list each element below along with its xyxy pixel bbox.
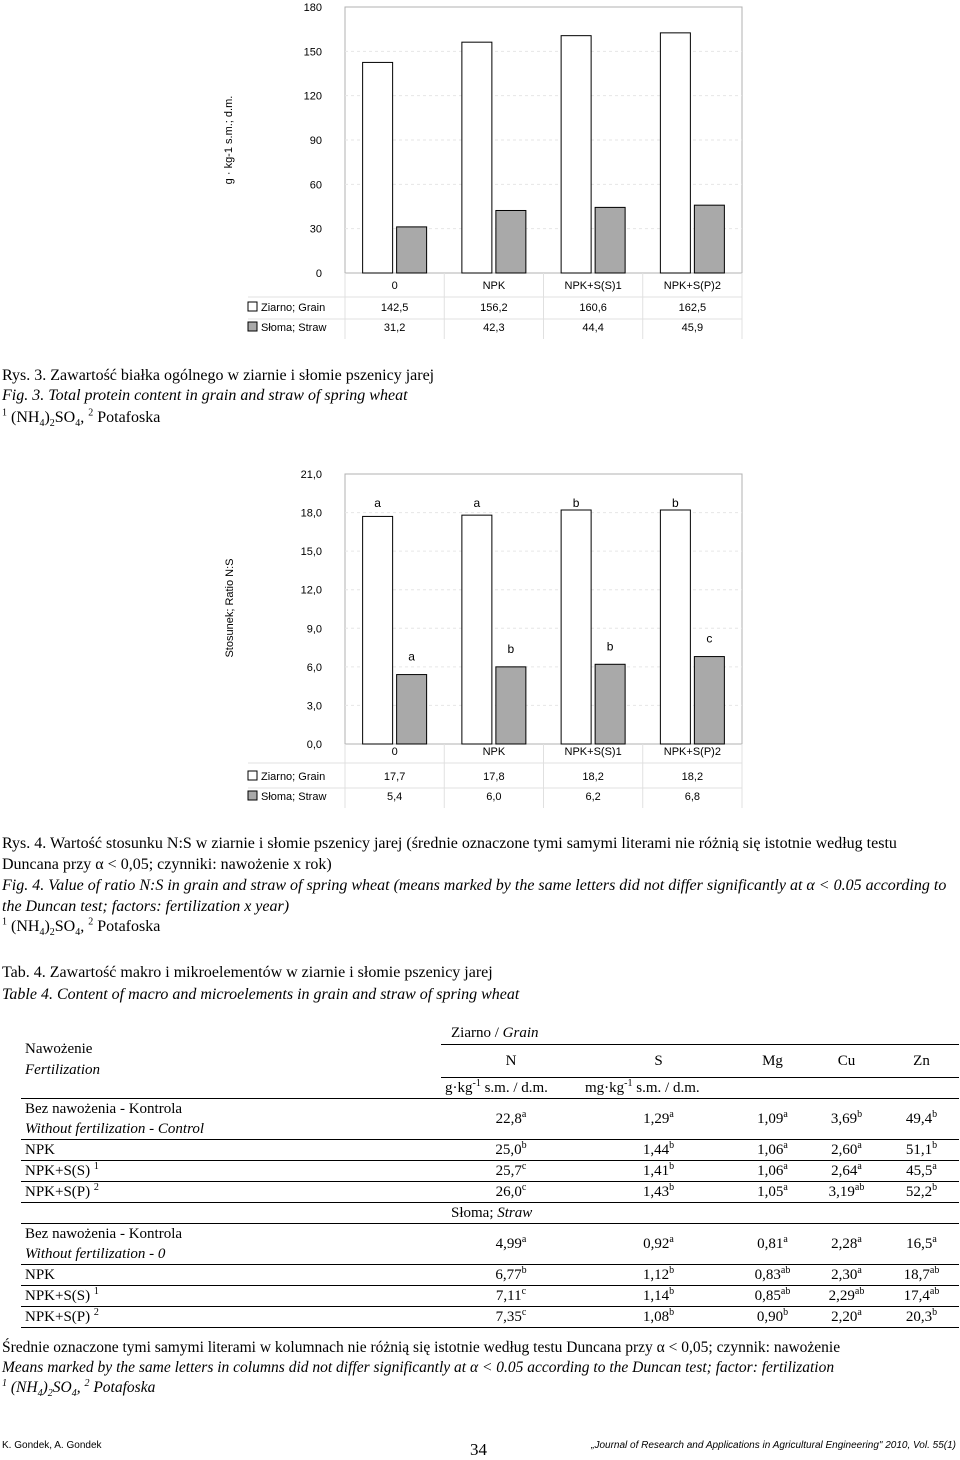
data-table-value: 18,2: [681, 771, 704, 783]
data-table-value: 6,8: [684, 791, 701, 803]
y-tick-label: 30: [309, 223, 322, 236]
y-tick-label: 60: [309, 179, 322, 192]
table-cell: 1,12$^b$: [581, 1265, 736, 1286]
table-cell: 16,5$^a$: [884, 1224, 959, 1265]
table-cell: 2,29$^{ab}$: [809, 1286, 884, 1307]
significance-letter: a: [408, 649, 415, 664]
row-label: Bez nawożenia - Kontrola Without fertilization - 0: [21, 1224, 441, 1265]
header-col-n: N: [441, 1045, 581, 1078]
bar-straw: [397, 675, 427, 744]
table-section-row: [21, 1203, 959, 1224]
y-axis-label: Stosunek; Ratio N:S: [224, 558, 236, 658]
category-label: NPK+S(P)2: [663, 280, 721, 292]
table-4-caption-pl: Tab. 4. Zawartość makro i mikroelementów w ziarnie i słomie pszenicy jarej: [2, 964, 493, 981]
table-cell: 1,41$^b$: [581, 1161, 736, 1182]
table-cell: 2,28$^a$: [809, 1224, 884, 1265]
table-cell: 7,11$^c$: [441, 1286, 581, 1307]
bar-grain: [363, 62, 393, 273]
data-table-value: 160,6: [579, 302, 607, 314]
bar-grain: [363, 516, 393, 744]
table-cell: 0,83$^{ab}$: [736, 1265, 809, 1286]
table-cell: 2,60$^a$: [809, 1140, 884, 1161]
y-tick-label: 0,0: [306, 739, 322, 751]
table-row: [21, 1161, 959, 1182]
header-col-cu: Cu: [809, 1045, 884, 1078]
table-cell: 6,77$^b$: [441, 1265, 581, 1286]
bar-grain: [561, 510, 591, 744]
y-tick-label: 12,0: [300, 584, 322, 597]
table-cell: 2,64$^a$: [809, 1161, 884, 1182]
bar-grain: [462, 42, 492, 273]
data-table-value: 162,5: [678, 302, 707, 314]
table-4-footnote-en: Means marked by the same letters in columns did not differ significantly at α < 0.05 according to the Duncan test; factor: fertilization: [2, 1359, 835, 1376]
y-tick-label: 180: [303, 2, 322, 14]
legend-key-grain: [248, 302, 257, 311]
table-4: [21, 1022, 959, 1328]
table-cell: 3,19$^{ab}$: [809, 1182, 884, 1203]
category-label: NPK: [482, 280, 506, 292]
bar-grain: [660, 510, 690, 744]
bar-straw: [595, 664, 625, 744]
legend-label: Ziarno; Grain: [261, 771, 326, 783]
row-label: NPK: [21, 1265, 441, 1286]
figure-4-caption-en: Fig. 4. Value of ratio N:S in grain and straw of spring wheat (means marked by the same letters did not differ significantly at α < 0.05 according to the Duncan test; factors: fertilization x year): [2, 877, 947, 915]
figure-3-note: $^1$ $(NH_4)_2SO_4$, $^2$ Potafoska: [2, 407, 161, 430]
bar-straw: [694, 657, 724, 744]
legend-label: Słoma; Straw: [261, 322, 327, 334]
bar-grain: [561, 36, 591, 273]
table-4-caption: [2, 962, 952, 1006]
significance-letter: a: [374, 496, 381, 510]
y-tick-label: 21,0: [300, 469, 322, 481]
table-header-row: [21, 1022, 959, 1045]
table-cell: 1,05$^a$: [736, 1182, 809, 1203]
unit-g: $g\cdot kg^{-1}$ s.m. / d.m.: [441, 1078, 581, 1099]
table-cell: 25,7$^c$: [441, 1161, 581, 1182]
y-tick-label: 90: [309, 135, 322, 147]
y-tick-label: 0: [315, 268, 322, 280]
table-row: [21, 1224, 959, 1265]
table-cell: 22,8$^a$: [441, 1099, 581, 1140]
data-table-value: 31,2: [383, 322, 406, 334]
table-row: [21, 1099, 959, 1140]
row-label: NPK+S(P) $^2$: [21, 1307, 441, 1328]
table-cell: 0,92$^a$: [581, 1224, 736, 1265]
bar-straw: [694, 205, 724, 273]
row-label: NPK+S(S) $^1$: [21, 1161, 441, 1182]
table-4-footnote: [2, 1338, 957, 1398]
legend-key-straw: [248, 322, 257, 331]
y-tick-label: 3,0: [306, 700, 322, 713]
category-label: NPK+S(S)1: [564, 280, 622, 292]
table-cell: 1,06$^a$: [736, 1161, 809, 1182]
y-tick-label: 18,0: [300, 507, 322, 520]
row-label: NPK+S(S) $^1$: [21, 1286, 441, 1307]
data-table-value: 6,2: [585, 791, 601, 803]
table-row: [21, 1140, 959, 1161]
data-table-value: 18,2: [582, 771, 604, 783]
header-fertilization: Nawożenie Fertilization: [21, 1022, 441, 1099]
table-cell: 52,2$^b$: [884, 1182, 959, 1203]
table-cell: 4,99$^a$: [441, 1224, 581, 1265]
footer-authors: K. Gondek, A. Gondek: [2, 1440, 102, 1451]
table-cell: 25,0$^b$: [441, 1140, 581, 1161]
y-tick-label: 15,0: [300, 546, 322, 559]
table-row: [21, 1307, 959, 1328]
header-grain: Ziarno / Grain: [441, 1022, 959, 1045]
significance-letter: c: [706, 631, 713, 646]
y-tick-label: 6,0: [306, 661, 322, 674]
data-table-value: 142,5: [380, 302, 409, 314]
header-col-mg: Mg: [736, 1045, 809, 1078]
footer-journal: „Journal of Research and Applications in Agricultural Engineering" 2010, Vol. 55(1): [591, 1440, 956, 1451]
significance-letter: b: [672, 496, 679, 510]
bar-straw: [496, 210, 526, 273]
table-4-footnote-pl: Średnie oznaczone tymi samymi literami w kolumnach nie różnią się istotnie według testu Duncana przy α < 0,05; czynnik: nawożenie: [2, 1339, 841, 1356]
figure-3-chart: [0, 0, 960, 345]
category-label: NPK: [482, 746, 506, 758]
bar-straw: [397, 227, 427, 273]
table-cell: 1,29$^a$: [581, 1099, 736, 1140]
table-row: [21, 1265, 959, 1286]
significance-letter: b: [606, 639, 614, 654]
table-cell: 1,44$^b$: [581, 1140, 736, 1161]
data-table-value: 44,4: [582, 322, 604, 334]
data-table-value: 5,4: [386, 791, 403, 803]
table-cell: 20,3$^b$: [884, 1307, 959, 1328]
row-label: NPK: [21, 1140, 441, 1161]
row-label: Bez nawożenia - Kontrola Without fertilization - Control: [21, 1099, 441, 1140]
significance-letter: b: [507, 641, 515, 656]
header-col-zn: Zn: [884, 1045, 959, 1078]
page-number: 34: [470, 1440, 487, 1459]
table-cell: 2,30$^a$: [809, 1265, 884, 1286]
data-table-value: 156,2: [480, 302, 508, 314]
data-table-value: 17,7: [383, 771, 406, 783]
category-label: NPK+S(S)1: [564, 746, 622, 758]
legend-label: Ziarno; Grain: [261, 302, 326, 314]
data-table-value: 17,8: [483, 771, 505, 783]
table-cell: 1,14$^b$: [581, 1286, 736, 1307]
bar-grain: [462, 515, 492, 744]
figure-3-caption: [2, 366, 952, 428]
legend-label: Słoma; Straw: [261, 791, 327, 803]
figure-4-caption: [2, 833, 952, 937]
table-cell: 3,69$^b$: [809, 1099, 884, 1140]
header-col-s: S: [581, 1045, 736, 1078]
y-tick-label: 150: [303, 46, 322, 59]
table-row: [21, 1182, 959, 1203]
table-cell: 1,08$^b$: [581, 1307, 736, 1328]
y-tick-label: 9,0: [306, 623, 322, 636]
table-4-footnote-note: $^1$ $(NH_4)_2SO_4$, $^2$ Potafoska: [2, 1377, 156, 1400]
y-axis-label: g · kg-1 s.m.; d.m.: [223, 95, 235, 185]
data-table-value: 45,9: [681, 322, 704, 334]
table-4-caption-en: Table 4. Content of macro and microelements in grain and straw of spring wheat: [2, 986, 520, 1003]
table-cell: 45,5$^a$: [884, 1161, 959, 1182]
legend-key-straw: [248, 791, 257, 800]
figure-4-note: $^1$ $(NH_4)_2SO_4$, $^2$ Potafoska: [2, 916, 161, 939]
significance-letter: a: [473, 496, 481, 510]
figure-3-caption-pl: Rys. 3. Zawartość białka ogólnego w ziarnie i słomie pszenicy jarej: [2, 367, 435, 384]
table-cell: 0,85$^{ab}$: [736, 1286, 809, 1307]
table-cell: 0,90$^b$: [736, 1307, 809, 1328]
table-cell: 26,0$^c$: [441, 1182, 581, 1203]
figure-3-caption-en: Fig. 3. Total protein content in grain and straw of spring wheat: [2, 387, 408, 404]
table-cell: 18,7$^{ab}$: [884, 1265, 959, 1286]
legend-key-grain: [248, 771, 257, 780]
y-tick-label: 120: [303, 90, 322, 103]
figure-4-caption-pl: Rys. 4. Wartość stosunku N:S w ziarnie i słomie pszenicy jarej (średnie oznaczone tymi samymi literami nie różnią się istotnie według testu Duncana przy α < 0,05; czynniki: nawożenie x rok): [2, 835, 897, 873]
table-cell: 49,4$^b$: [884, 1099, 959, 1140]
table-cell: 51,1$^b$: [884, 1140, 959, 1161]
significance-letter: b: [572, 496, 580, 510]
category-label: 0: [391, 746, 398, 758]
bar-straw: [496, 667, 526, 744]
table-cell: 1,09$^a$: [736, 1099, 809, 1140]
bar-straw: [595, 207, 625, 273]
data-table-value: 42,3: [483, 322, 505, 334]
unit-mg: $mg\cdot kg^{-1}$ s.m. / d.m.: [581, 1078, 959, 1099]
table-cell: 0,81$^a$: [736, 1224, 809, 1265]
table-cell: 2,20$^a$: [809, 1307, 884, 1328]
category-label: 0: [391, 280, 398, 292]
bar-grain: [660, 33, 690, 273]
table-row: [21, 1286, 959, 1307]
table-cell: 1,43$^b$: [581, 1182, 736, 1203]
table-cell: 7,35$^c$: [441, 1307, 581, 1328]
table-cell: 17,4$^{ab}$: [884, 1286, 959, 1307]
figure-4-chart: [0, 460, 960, 815]
section-straw: Słoma; Straw: [441, 1203, 959, 1224]
category-label: NPK+S(P)2: [663, 746, 721, 758]
table-cell: 1,06$^a$: [736, 1140, 809, 1161]
data-table-value: 6,0: [486, 791, 502, 803]
row-label: NPK+S(P) $^2$: [21, 1182, 441, 1203]
